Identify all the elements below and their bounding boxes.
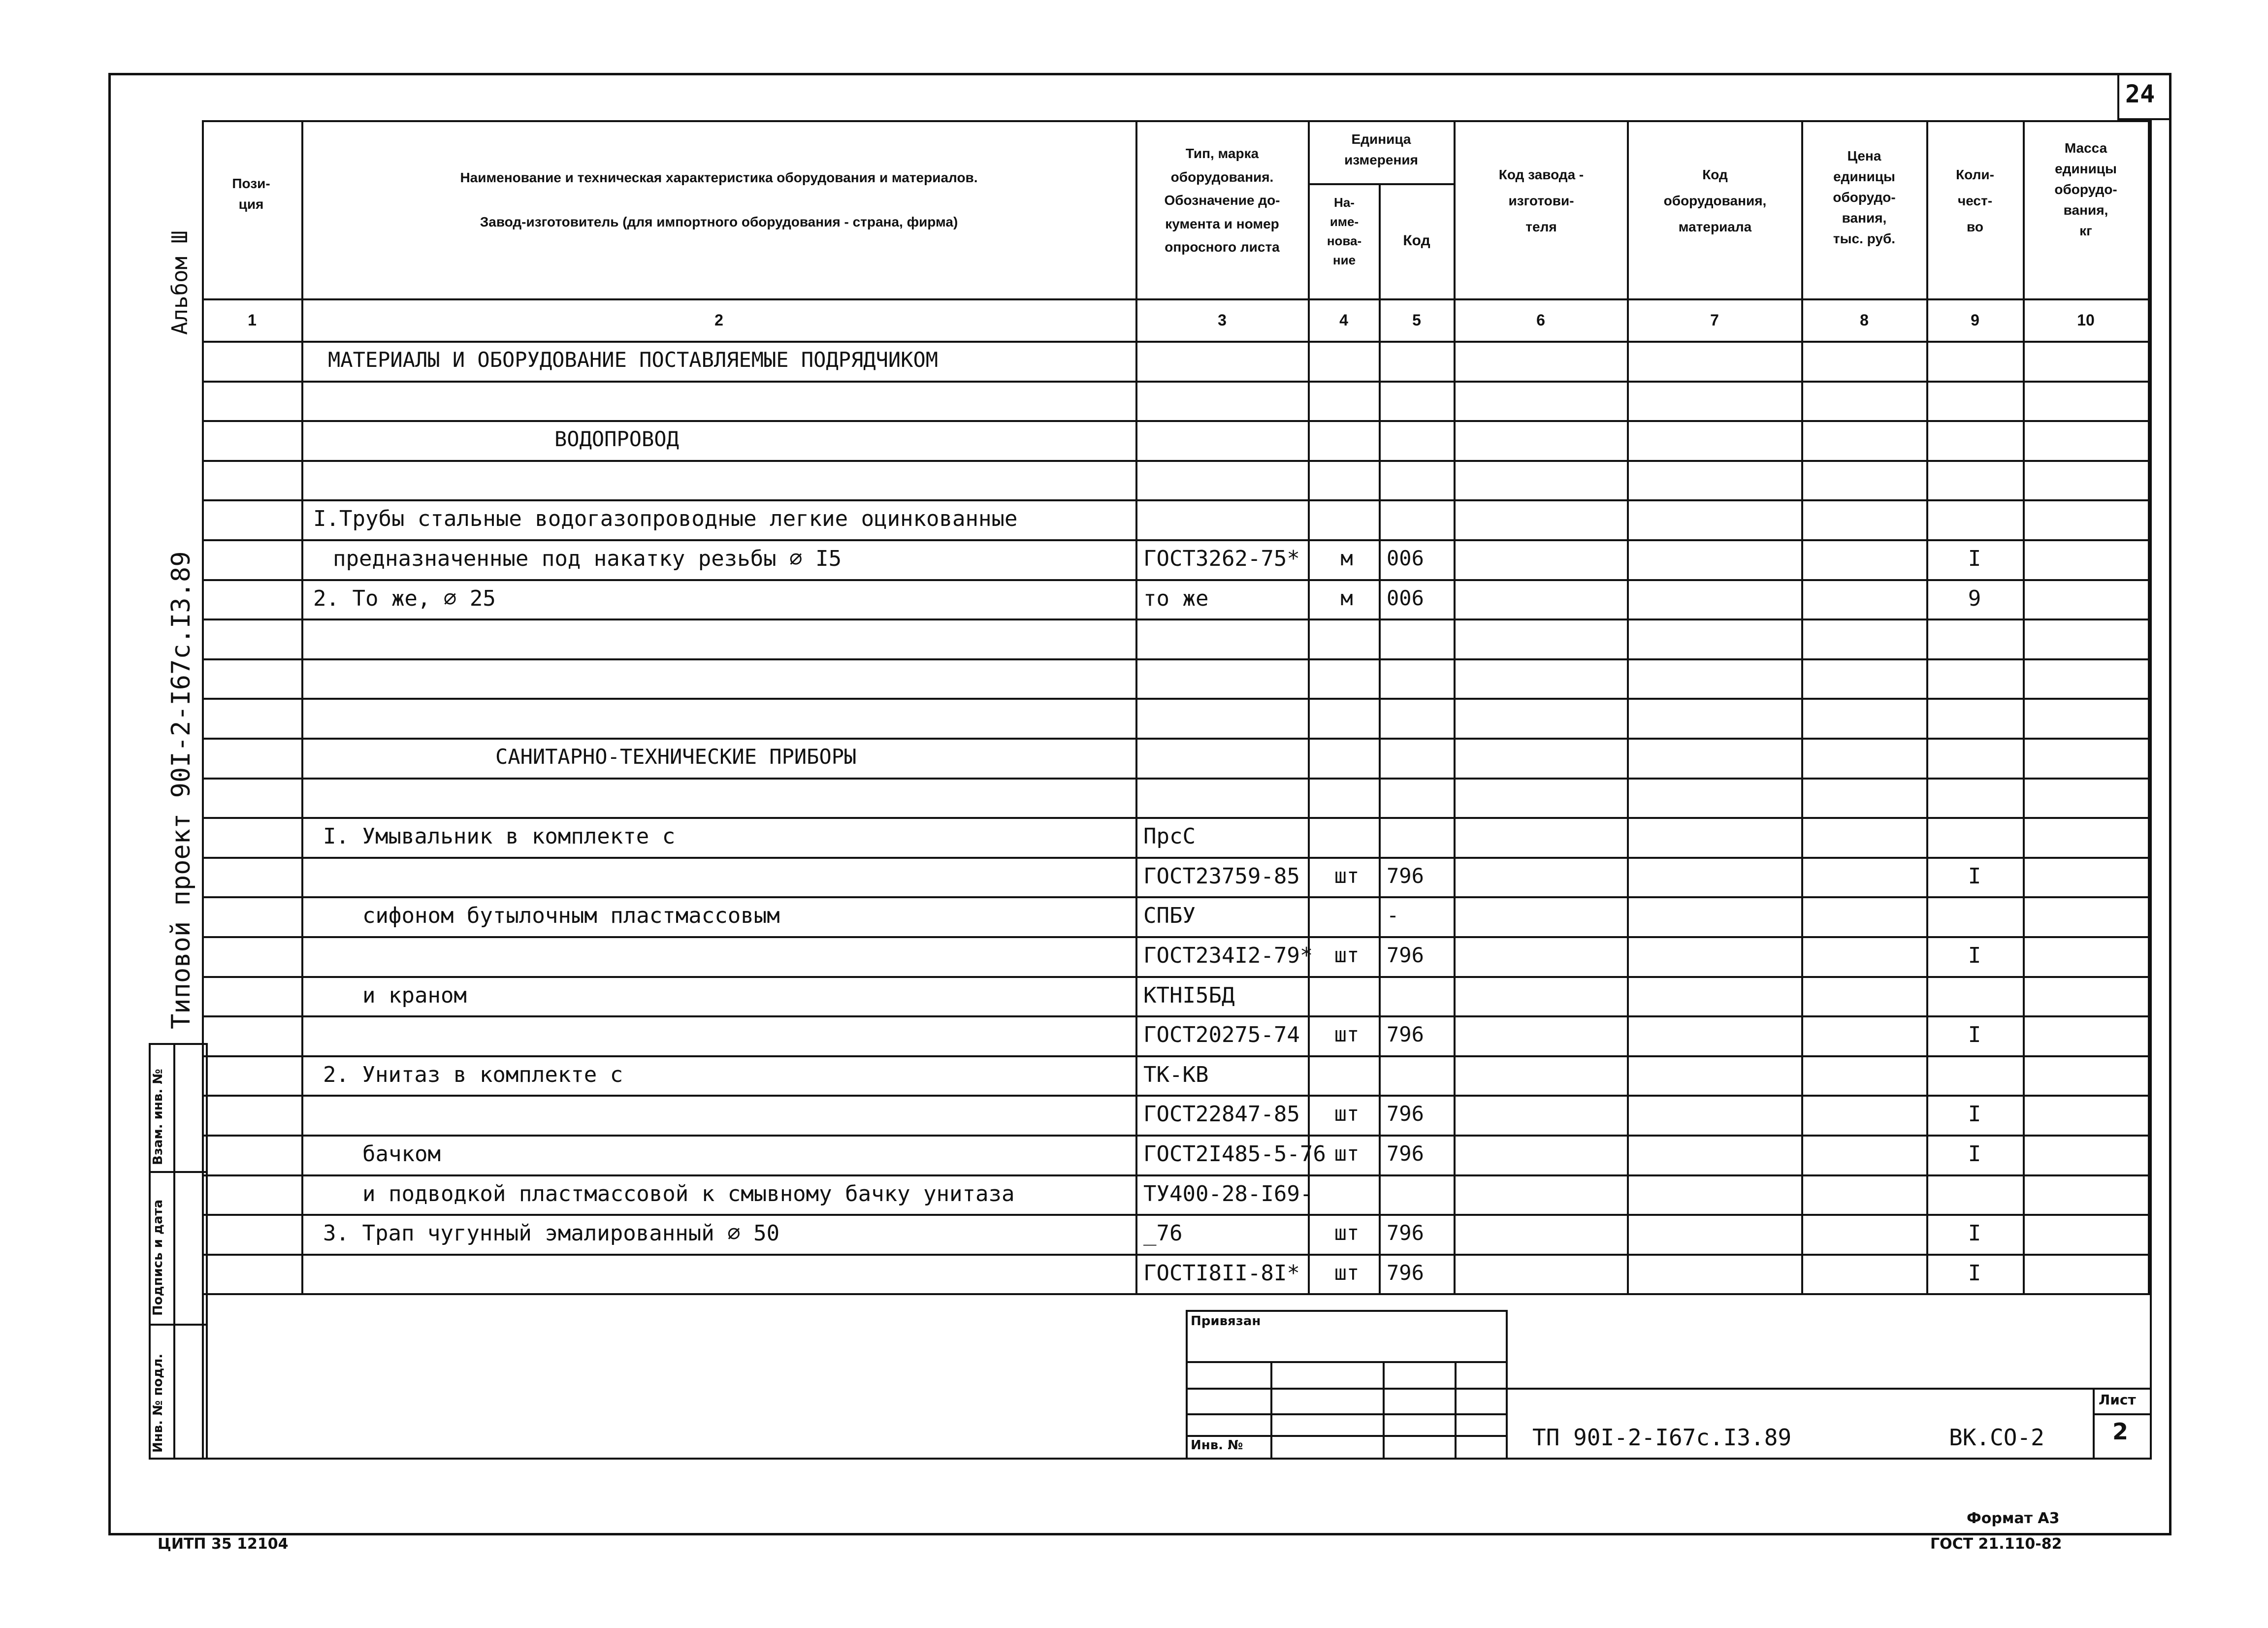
row-divider <box>202 936 2152 938</box>
colnum-3: 3 <box>1218 311 1227 329</box>
row-name: 2. То же, ∅ 25 <box>313 586 496 611</box>
header-col2-line2: Завод-изготовитель (для импортного оборудования - страна, фирма) <box>480 214 958 229</box>
row-qty: 9 <box>1968 586 1981 611</box>
row-name: 2. Унитаз в комплекте с <box>323 1062 623 1087</box>
row-divider <box>202 1254 2152 1256</box>
header-col8: Цена единицы оборудо- вания, тыс. руб. <box>1833 148 1896 246</box>
row-divider <box>202 1135 2152 1137</box>
row-type: ГОСТI8II-8I* <box>1143 1261 1300 1286</box>
row-divider <box>202 778 2152 780</box>
album-label: Альбом Ш <box>167 230 193 335</box>
header-col4: На- име- нова- ние <box>1327 195 1362 267</box>
row-name: и подводкой пластмассовой к смывному бачку унитаза <box>362 1181 1015 1206</box>
project-label: Типовой проект 90I-2-I67c.I3.89 <box>166 551 196 1029</box>
row-qty: I <box>1968 546 1981 571</box>
colnum-6: 6 <box>1536 311 1545 329</box>
row-name: САНИТАРНО-ТЕХНИЧЕСКИЕ ПРИБОРЫ <box>495 745 857 769</box>
row-divider <box>202 381 2152 383</box>
row-name: ВОДОПРОВОД <box>554 427 679 451</box>
row-type: то же <box>1143 586 1209 611</box>
row-divider <box>202 658 2152 660</box>
footer-code: ЦИТП 35 12104 <box>158 1535 289 1553</box>
row-type: КТНI5БД <box>1143 983 1235 1008</box>
row-code: 796 <box>1387 1022 1424 1046</box>
row-divider <box>202 619 2152 620</box>
colnum-8: 8 <box>1860 311 1869 329</box>
header-col3: Тип, марка оборудования. Обозначение до- кумента и номер опросного листа <box>1164 146 1280 255</box>
row-qty: I <box>1968 1261 1981 1286</box>
stamp-inv: Инв. № <box>1191 1438 1243 1453</box>
row-unit: шт <box>1334 1261 1360 1285</box>
colnum-5: 5 <box>1412 311 1421 329</box>
row-divider <box>202 698 2152 700</box>
row-unit: шт <box>1334 1221 1360 1245</box>
row-name: сифоном бутылочным пластмассовым <box>362 903 780 928</box>
colnum-2: 2 <box>714 311 723 329</box>
row-name: предназначенные под накатку резьбы ∅ I5 <box>333 546 842 571</box>
row-code: 796 <box>1387 864 1424 888</box>
row-divider <box>202 1095 2152 1097</box>
footer-format: Формат А3 <box>1967 1510 2060 1527</box>
header-col6: Код завода - изготови- теля <box>1498 167 1584 235</box>
row-type: ГОСТ22847-85 <box>1143 1102 1300 1127</box>
row-type: СПБУ <box>1143 903 1196 928</box>
row-code: 796 <box>1387 943 1424 967</box>
header-col5: Код <box>1403 232 1430 249</box>
header-col10: Масса единицы оборудо- вания, кг <box>2054 140 2117 238</box>
stamp-doc-code: ТП 90I-2-I67c.I3.89 <box>1532 1424 1792 1451</box>
row-name: I.Трубы стальные водогазопроводные легкие оцинкованные <box>313 506 1018 531</box>
row-divider <box>202 817 2152 819</box>
stamp-list-label: Лист <box>2099 1392 2136 1408</box>
colnum-4: 4 <box>1339 311 1348 329</box>
row-code: 796 <box>1387 1141 1424 1166</box>
header-col45-group: Единица измерения <box>1344 131 1418 167</box>
row-code: 006 <box>1387 586 1424 610</box>
row-divider <box>202 976 2152 978</box>
row-divider <box>202 579 2152 581</box>
row-code: - <box>1387 903 1399 927</box>
row-unit: шт <box>1334 1022 1360 1046</box>
row-qty: I <box>1968 1022 1981 1047</box>
row-type: ГОСТ3262-75* <box>1143 546 1300 571</box>
row-unit: шт <box>1334 864 1360 888</box>
row-divider <box>202 1293 2152 1295</box>
row-type: ГОСТ234I2-79* <box>1143 943 1313 968</box>
row-qty: I <box>1968 1221 1981 1246</box>
header-col2-line1: Наименование и техническая характеристика оборудования и материалов. <box>460 170 978 185</box>
row-qty: I <box>1968 943 1981 968</box>
side-stamp-sign: Подпись и дата <box>151 1199 165 1316</box>
row-qty: I <box>1968 864 1981 889</box>
row-type: ГОСТ2I485-5-76 <box>1143 1141 1326 1167</box>
row-qty: I <box>1968 1102 1981 1127</box>
row-type: _76 <box>1143 1221 1183 1246</box>
row-type: ТК-КВ <box>1143 1062 1209 1087</box>
row-type: ГОСТ23759-85 <box>1143 864 1300 889</box>
row-divider <box>202 857 2152 859</box>
row-type: ГОСТ20275-74 <box>1143 1022 1300 1047</box>
row-type: ТУ400-28-I69- <box>1143 1181 1313 1206</box>
row-code: 006 <box>1387 546 1424 570</box>
row-code: 796 <box>1387 1102 1424 1126</box>
row-divider <box>202 896 2152 898</box>
row-code: 796 <box>1387 1261 1424 1285</box>
row-divider <box>202 1015 2152 1017</box>
row-divider <box>202 1055 2152 1057</box>
side-stamp-zam: Взам. инв. № <box>151 1069 165 1165</box>
stamp-sheet-code: ВК.СО-2 <box>1949 1424 2044 1451</box>
row-unit: м <box>1340 586 1353 610</box>
header-col7: Код оборудования, материала <box>1663 167 1767 235</box>
colnum-10: 10 <box>2077 311 2095 329</box>
row-divider <box>202 499 2152 501</box>
header-col1: Пози- ция <box>232 176 270 212</box>
row-name: 3. Трап чугунный эмалированный ∅ 50 <box>323 1221 780 1246</box>
row-divider <box>202 539 2152 541</box>
row-unit: шт <box>1334 1102 1360 1126</box>
header-col9: Коли- чест- во <box>1956 167 1994 235</box>
stamp-list-number: 2 <box>2112 1418 2129 1445</box>
row-name: бачком <box>362 1141 441 1167</box>
row-name: МАТЕРИАЛЫ И ОБОРУДОВАНИЕ ПОСТАВЛЯЕМЫЕ ПОДРЯДЧИКОМ <box>328 348 939 372</box>
footer-standard: ГОСТ 21.110-82 <box>1930 1535 2062 1553</box>
colnum-9: 9 <box>1971 311 1979 329</box>
row-name: и краном <box>362 983 467 1008</box>
row-divider <box>202 738 2152 740</box>
row-type: ПрсС <box>1143 824 1196 849</box>
side-stamp-inv: Инв. № подл. <box>151 1353 165 1453</box>
page-number: 24 <box>2125 80 2155 108</box>
colnum-7: 7 <box>1710 311 1719 329</box>
row-unit: шт <box>1334 1141 1360 1166</box>
row-qty: I <box>1968 1141 1981 1167</box>
row-divider <box>202 1214 2152 1216</box>
row-unit: шт <box>1334 943 1360 967</box>
row-divider <box>202 420 2152 422</box>
row-name: I. Умывальник в комплекте с <box>323 824 676 849</box>
row-divider <box>202 460 2152 462</box>
colnum-1: 1 <box>248 311 257 329</box>
row-unit: м <box>1340 546 1353 570</box>
row-code: 796 <box>1387 1221 1424 1245</box>
row-divider <box>202 1174 2152 1176</box>
stamp-privyazan: Привязан <box>1191 1314 1261 1329</box>
